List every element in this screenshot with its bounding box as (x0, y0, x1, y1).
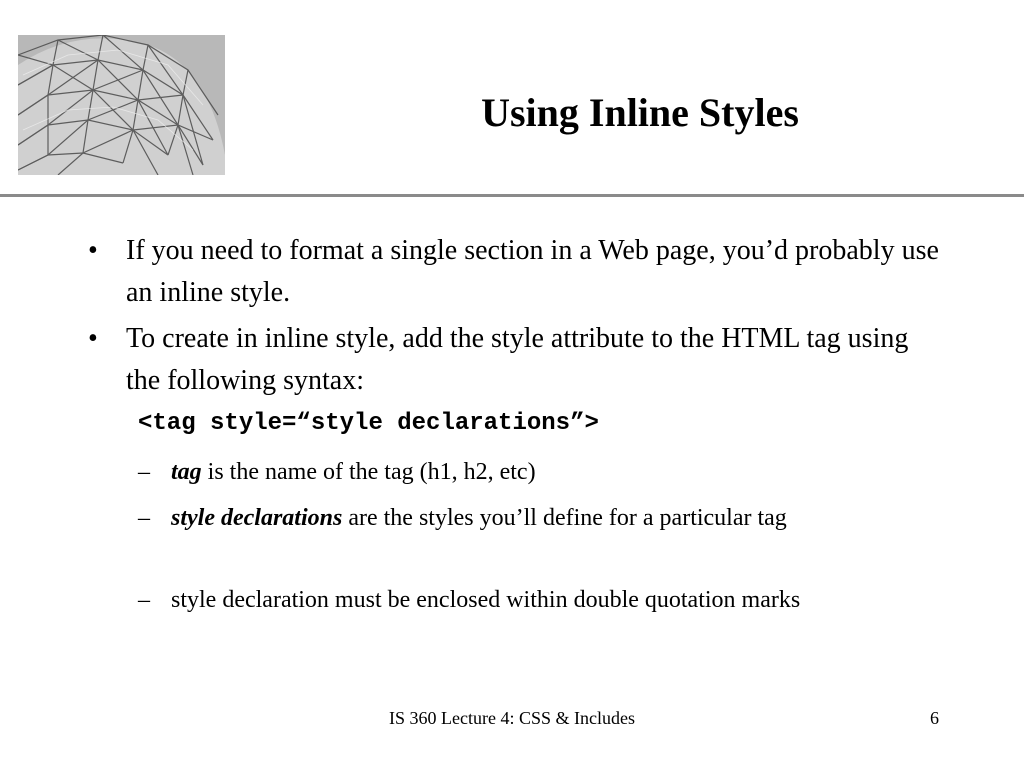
sub-bullet-text: is the name of the tag (h1, h2, etc) (201, 459, 536, 485)
sub-bullet-item (138, 455, 938, 489)
logo-image (18, 35, 225, 175)
sub-bullet-item (138, 583, 938, 617)
bullet-marker: • (88, 235, 98, 266)
bullet-marker: • (88, 323, 98, 354)
bullet-text: If you need to format a single section in a Web page, you’d probably use an inline style. (126, 235, 939, 308)
geodesic-dome-icon (18, 35, 225, 175)
sub-bullet-text: are the styles you’ll define for a particular tag (342, 505, 787, 531)
bullet-item (88, 318, 948, 402)
slide-title: Using Inline Styles (481, 90, 799, 135)
sub-bullet-content (171, 583, 938, 617)
bullet-item (88, 230, 948, 314)
sub-bullet-item (138, 501, 938, 535)
sub-bullet-content (171, 455, 938, 489)
footer-text: IS 360 Lecture 4: CSS & Includes (389, 708, 635, 728)
sub-bullet-term: style declarations (171, 505, 343, 531)
sub-bullet-marker: – (138, 587, 150, 613)
bullet-text: To create in inline style, add the style attribute to the HTML tag using the following syntax: (126, 323, 909, 396)
sub-bullet-text: style declaration must be enclosed within double quotation marks (171, 587, 801, 613)
sub-bullet-marker: – (138, 505, 150, 531)
syntax-code: <tag style=“style declarations”> (138, 410, 599, 437)
sub-bullet-term: tag (171, 459, 202, 485)
page-number: 6 (930, 708, 939, 728)
sub-bullet-marker: – (138, 459, 150, 485)
title-divider (0, 194, 1024, 197)
sub-bullet-content (171, 501, 938, 535)
